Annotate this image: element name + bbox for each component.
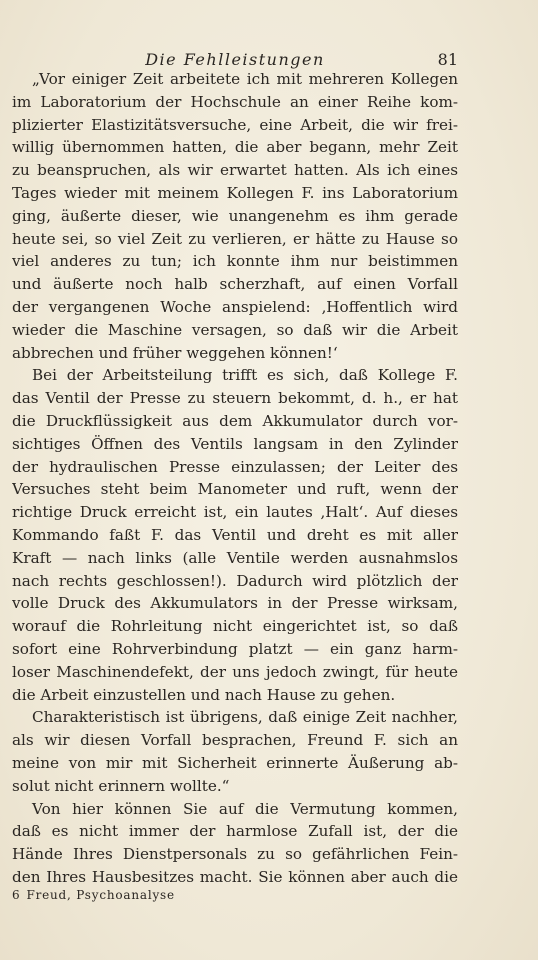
text-line: ging, äußerte dieser, wie unangenehm es ihm gerade — [12, 206, 458, 225]
text-line: wieder die Maschine versagen, so daß wir die Arbeit — [12, 320, 458, 339]
text-line: Hände Ihres Dienstpersonals zu so gefährlichen Fein- — [12, 845, 458, 864]
text-line: den Ihres Hausbesitzes macht. Sie können aber auch die — [12, 867, 458, 886]
text-line: „Vor einiger Zeit arbeitete ich mit mehreren Kollegen — [32, 70, 458, 88]
page-number: 81 — [437, 50, 458, 69]
text-line: Versuches steht beim Manometer und ruft, wenn der — [12, 480, 458, 499]
text-line: richtige Druck erreicht ist, ein lautes ‚Halt‘. Auf dieses — [12, 503, 458, 522]
printer-signature-line — [12, 887, 175, 903]
text-line: Bei der Arbeitsteilung trifft es sich, daß Kollege F. — [32, 366, 458, 385]
text-line: und äußerte noch halb scherzhaft, auf einen Vorfall — [12, 275, 458, 294]
text-line: solut nicht erinnern wollte.“ — [12, 776, 230, 795]
text-line: viel anderes zu tun; ich konnte ihm nur beistimmen — [12, 252, 458, 271]
text-line: Charakteristisch ist übrigens, daß einige Zeit nachher, — [32, 708, 458, 727]
text-line: Kraft — nach links (alle Ventile werden ausnahmslos — [12, 548, 458, 567]
signature-title: Freud, Psychoanalyse — [26, 888, 175, 902]
text-line: loser Maschinendefekt, der uns jedoch zwingt, für heute — [12, 662, 458, 681]
text-line: der vergangenen Woche anspielend: ‚Hoffentlich wird — [12, 297, 458, 316]
text-line: heute sei, so viel Zeit zu verlieren, er hätte zu Hause so — [12, 229, 458, 248]
text-line: daß es nicht immer der harmlose Zufall ist, der die — [12, 822, 458, 841]
text-line: als wir diesen Vorfall besprachen, Freund F. sich an — [12, 731, 458, 750]
text-line: im Laboratorium der Hochschule an einer Reihe kom- — [12, 92, 458, 111]
running-head: Die Fehlleistungen — [145, 50, 325, 69]
sheet-signature: 6 — [12, 888, 21, 902]
text-line: zu beanspruchen, als wir erwartet hatten. Als ich eines — [12, 161, 458, 180]
text-line: abbrechen und früher weggehen können!‘ — [12, 343, 338, 362]
text-line: Tages wieder mit meinem Kollegen F. ins Laboratorium — [12, 183, 458, 202]
text-line: worauf die Rohrleitung nicht eingerichtet ist, so daß — [12, 617, 458, 636]
text-line: der hydraulischen Presse einzulassen; der Leiter des — [12, 457, 458, 476]
text-line: das Ventil der Presse zu steuern bekommt, d. h., er hat — [12, 389, 458, 408]
text-line: meine von mir mit Sicherheit erinnerte Äußerung ab- — [12, 753, 458, 772]
text-line: willig übernommen hatten, die aber begann, mehr Zeit — [12, 138, 458, 157]
text-line: nach rechts geschlossen!). Dadurch wird plötzlich der — [12, 571, 458, 590]
body-text — [12, 68, 458, 889]
text-line: volle Druck des Akkumulators in der Presse wirksam, — [12, 594, 458, 613]
text-line: die Druckflüssigkeit aus dem Akkumulator durch vor- — [12, 411, 458, 430]
text-line: sofort eine Rohrverbindung platzt — ein ganz harm- — [12, 639, 458, 658]
text-line: sichtiges Öffnen des Ventils langsam in den Zylinder — [12, 434, 458, 453]
text-line: Von hier können Sie auf die Vermutung kommen, — [32, 799, 458, 818]
text-line: die Arbeit einzustellen und nach Hause zu gehen. — [12, 685, 396, 704]
text-line: plizierter Elastizitätsversuche, eine Arbeit, die wir frei- — [12, 115, 458, 134]
text-line: Kommando faßt F. das Ventil und dreht es mit aller — [12, 525, 458, 544]
